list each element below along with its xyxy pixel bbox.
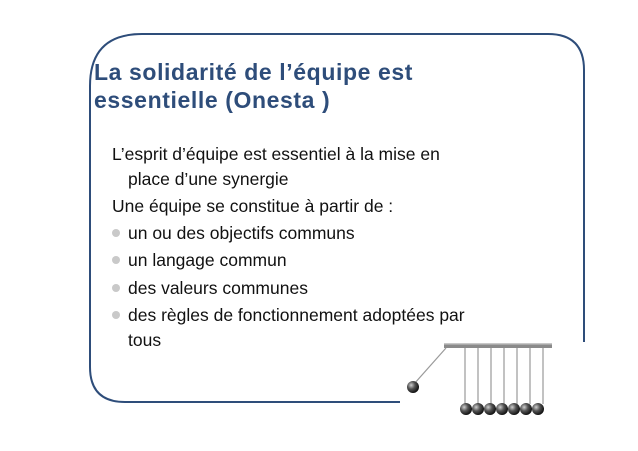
intro-line-1: L’esprit d’équipe est essentiel à la mise en bbox=[112, 144, 440, 164]
bullet-text: des valeurs communes bbox=[128, 277, 308, 298]
lead-paragraph bbox=[112, 194, 552, 219]
bullet-dot-icon bbox=[112, 311, 120, 319]
bullet-dot-icon bbox=[112, 229, 120, 237]
bullet-text: un ou des objectifs communs bbox=[128, 222, 355, 243]
bullet-dot-icon bbox=[112, 256, 120, 264]
intro-line-2: place d’une synergie bbox=[128, 168, 289, 189]
bullet-dot-icon bbox=[112, 284, 120, 292]
bullet-text: des règles de fonctionnement adoptées par bbox=[128, 305, 465, 325]
bullet-item bbox=[112, 276, 552, 301]
lead-line: Une équipe se constitue à partir de : bbox=[112, 195, 394, 216]
intro-paragraph bbox=[112, 142, 552, 191]
newtons-cradle-illustration bbox=[400, 338, 560, 418]
title-line-1: La solidarité de l’équipe est bbox=[94, 59, 414, 85]
bullet-item bbox=[112, 248, 552, 273]
slide-title bbox=[94, 58, 564, 114]
bullet-text: un langage commun bbox=[128, 250, 287, 270]
bullet-item bbox=[112, 221, 552, 246]
slide-body bbox=[112, 142, 552, 355]
title-line-2: essentielle (Onesta ) bbox=[94, 87, 331, 113]
bullet-text-continuation: tous bbox=[128, 329, 162, 350]
